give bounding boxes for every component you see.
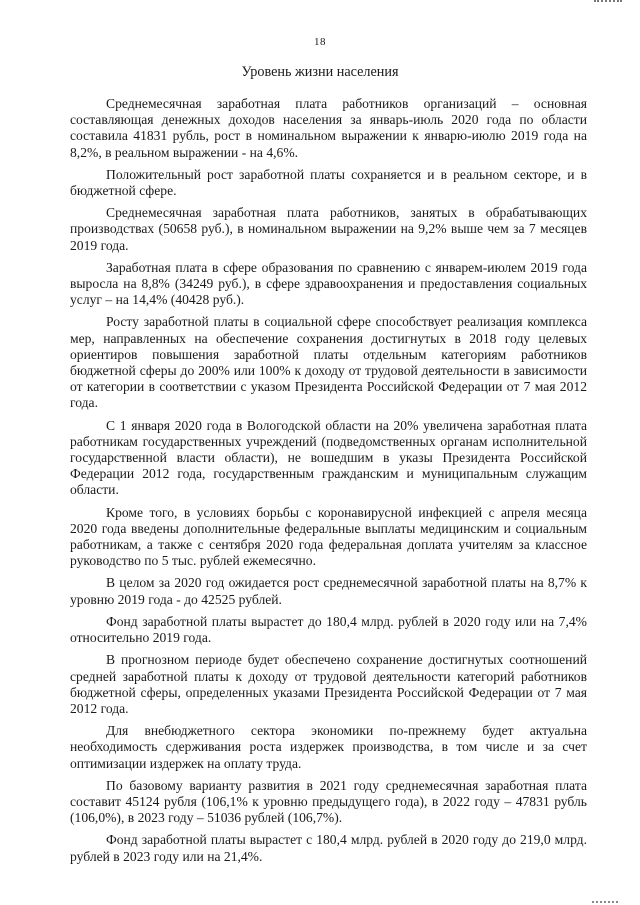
paragraph-covid-payments: Кроме того, в условиях борьбы с коронавирусной инфекцией с апреля месяца 2020 года введены дополнительные федеральные выплаты медицинским и социальным работникам, а также с сентября 2020 года федеральная доплата учителям за классное руководство по 5 тыс. рублей ежемесячно.	[70, 504, 587, 569]
paragraph-salary-increase-2020: С 1 января 2020 года в Вологодской области на 20% увеличена заработная плата работникам государственных учреждений (подведомственных органам исполнительной государственной власти области), не вошедшим в указы Президента Российской Федерации 2012 года, государственным гражданским и муниципальным служащим области.	[70, 417, 587, 498]
page-number: 18	[314, 36, 326, 48]
paragraph-non-budget-sector: Для внебюджетного сектора экономики по-прежнему будет актуальна необходимость сдерживания роста издержек производства, в том числе и за счет оптимизации издержек на оплату труда.	[70, 723, 587, 771]
paragraph-social-sphere-growth: Росту заработной платы в социальной сфере способствует реализация комплекса мер, направленных на обеспечение сохранения достигнутых в 2018 году целевых ориентиров повышения заработной платы отдельным категориям работников бюджетной сферы до 200% или 100% к доходу от трудовой деятельности в зависимости от категории в соответствии с указом Президента Российской Федерации от 7 мая 2012 года.	[70, 314, 587, 411]
paragraph-education-health-salary: Заработная плата в сфере образования по сравнению с январем-июлем 2019 года выросла на 8,8% (34249 руб.), в сфере здравоохранения и предоставления социальных услуг – на 14,4% (40428 руб.).	[70, 259, 587, 308]
paragraph-manufacturing-salary: Среднемесячная заработная плата работников, занятых в обрабатывающих производствах (50658 руб.), в номинальном выражении на 9,2% выше чем за 7 месяцев 2019 года.	[70, 205, 587, 253]
paragraph-forecast-ratios: В прогнозном периоде будет обеспечено сохранение достигнутых соотношений средней заработной платы к доходу от трудовой деятельности категорий работников бюджетной сферы, определенных указами Президента Российской Федерации от 7 мая 2012 года.	[70, 652, 587, 716]
paragraph-2020-expected-growth: В целом за 2020 год ожидается рост среднемесячной заработной платы на 8,7% к уровню 2019 года - до 42525 рублей.	[70, 575, 587, 607]
scan-bottom-mark	[592, 898, 618, 903]
paragraph-wage-fund-forecast: Фонд заработной платы вырастет с 180,4 млрд. рублей в 2020 году до 219,0 млрд. рублей в 2023 году или на 21,4%.	[70, 832, 587, 864]
scan-corner-mark	[594, 0, 622, 6]
paragraph-wage-fund-2020: Фонд заработной платы вырастет до 180,4 млрд. рублей в 2020 году или на 7,4% относительно 2019 года.	[70, 613, 587, 646]
paragraph-positive-growth: Положительный рост заработной платы сохраняется и в реальном секторе, и в бюджетной сфере.	[70, 166, 587, 199]
body-text	[70, 96, 587, 865]
section-title: Уровень жизни населения	[241, 64, 399, 80]
paragraph-average-salary: Среднемесячная заработная плата работников организаций – основная составляющая денежных доходов населения за январь-июль 2020 года по области составила 41831 рубль, рост в номинальном выражении к январю-июлю 2019 года на 8,2%, в реальном выражении - на 4,6%.	[70, 96, 587, 160]
paragraph-base-scenario: По базовому варианту развития в 2021 году среднемесячная заработная плата составит 45124 рубля (106,1% к уровню предыдущего года), в 2022 году – 47831 рубль (106,0%), в 2023 году – 51036 рублей (106,7%).	[70, 777, 587, 826]
